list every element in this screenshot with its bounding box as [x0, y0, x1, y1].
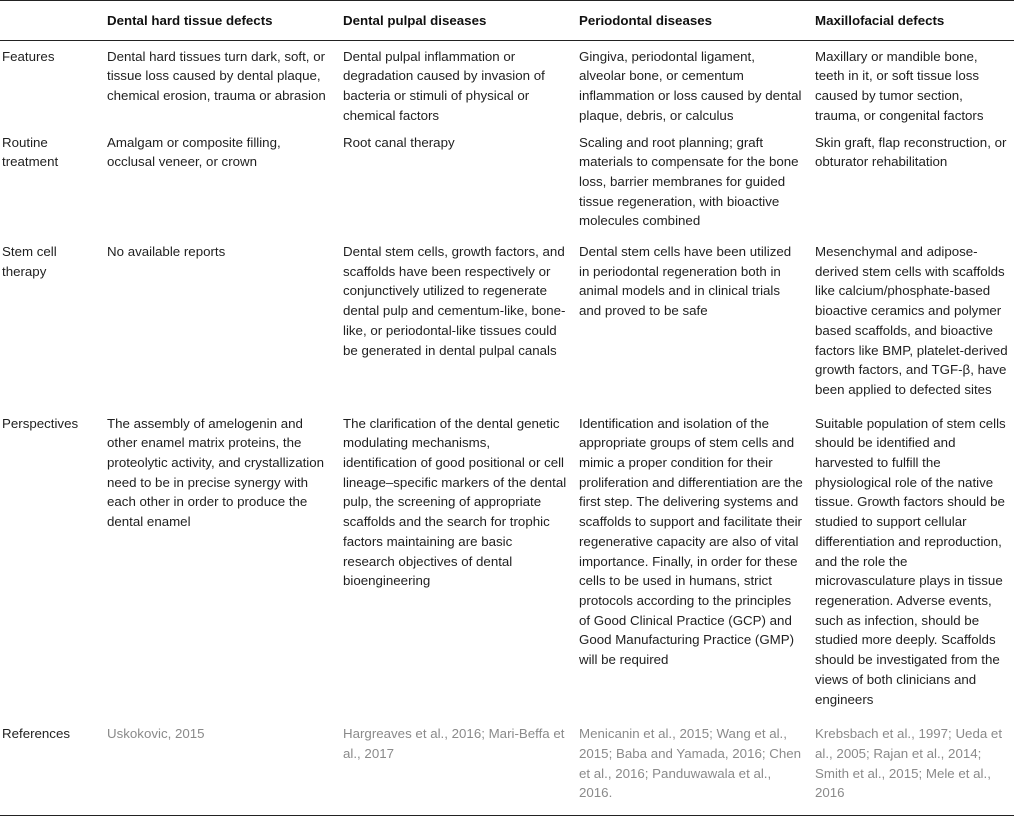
table-cell: Dental hard tissues turn dark, soft, or tissue loss caused by dental plaque, chemical erosion, trauma or abrasion	[107, 48, 326, 104]
row-label: Features	[2, 48, 55, 64]
row-label: Perspectives	[2, 415, 79, 431]
reference-cell: Hargreaves et al., 2016; Mari-Beffa et al., 2017	[337, 720, 573, 815]
row-label: Stem cell therapy	[2, 244, 57, 279]
table-cell: Scaling and root planning; graft materials to compensate for the bone loss, barrier membranes for guided tissue regeneration, with bioactive molecules combined	[579, 134, 799, 229]
table-row-references	[0, 720, 1014, 815]
table-cell: The clarification of the dental genetic modulating mechanisms, identification of good positional or cell lineage–specific markers of the dental pulp, the screening of appropriate scaffolds and the search for trophic factors maintaining are basic research objectives of dental bioengineering	[343, 415, 567, 589]
table-cell: Maxillary or mandible bone, teeth in it, or soft tissue loss caused by tumor section, trauma, or congenital factors	[815, 48, 984, 123]
table-cell: Dental pulpal inflammation or degradation caused by invasion of bacteria or stimuli of physical or chemical factors	[343, 48, 545, 123]
header-periodontal-diseases: Periodontal diseases	[573, 1, 809, 41]
header-cell-empty	[0, 1, 101, 41]
table-cell: Skin graft, flap reconstruction, or obturator rehabilitation	[815, 134, 1007, 170]
reference-cell: Menicanin et al., 2015; Wang et al., 2015; Baba and Yamada, 2016; Chen et al., 2016; Panduwawala et al., 2016.	[573, 720, 809, 815]
table-body	[0, 40, 1014, 815]
table-row-stem-cell-therapy	[0, 238, 1014, 411]
table-header	[0, 1, 1014, 41]
table-cell: Dental stem cells, growth factors, and scaffolds have been respectively or conjunctively utilized to regenerate dental pulp and cementum-like, bone-like, or periodontal-like tissues could be generated in dental pulpal canals	[343, 244, 566, 358]
reference-cell: Uskokovic, 2015	[101, 720, 337, 815]
header-pulpal-diseases: Dental pulpal diseases	[337, 1, 573, 41]
table-cell: The assembly of amelogenin and other enamel matrix proteins, the proteolytic activity, and crystallization need to be in precise synergy with each other in order to produce the dental enamel	[107, 415, 325, 530]
header-row	[0, 1, 1014, 41]
table-row-features	[0, 40, 1014, 128]
table-cell: Identification and isolation of the appropriate groups of stem cells and mimic a proper condition for their proliferation and differentiation are the first step. The delivering systems and scaffolds to support and facilitate their regenerative capacity are also of vital importance. Finally, in order for these cells to be used in humans, strict protocols according to the principles of Good Clinical Practice (GCP) and Good Manufacturing Practice (GMP) will be required	[579, 415, 803, 668]
table-row-perspectives	[0, 411, 1014, 721]
table-cell: Root canal therapy	[343, 134, 455, 150]
table-cell: Suitable population of stem cells should be identified and harvested to fulfill the physiological role of the native tissue. Growth factors should be studied to support cellular differentiation and reproduction, and the role the microvasculature plays in tissue regeneration. Adverse events, such as infection, should be studied more deeply. Scaffolds should be investigated from the views of both clinicians and engineers	[815, 415, 1006, 707]
table-cell: Gingiva, periodontal ligament, alveolar bone, or cementum inflammation or loss caused by dental plaque, debris, or calculus	[579, 48, 802, 123]
table-cell: Mesenchymal and adipose-derived stem cells with scaffolds like calcium/phosphate-based bioactive ceramics and polymer based scaffolds, and bioactive factors like BMP, platelet-derived growth factors, and TGF-β, have been applied to defected sites	[815, 244, 1008, 397]
table-cell: Amalgam or composite filling, occlusal veneer, or crown	[107, 134, 281, 170]
header-maxillofacial-defects: Maxillofacial defects	[809, 1, 1014, 41]
table-row-routine-treatment	[0, 129, 1014, 239]
reference-cell: Krebsbach et al., 1997; Ueda et al., 2005; Rajan et al., 2014; Smith et al., 2015; Mele et al., 2016	[809, 720, 1014, 815]
header-hard-tissue-defects: Dental hard tissue defects	[101, 1, 337, 41]
table-cell: Dental stem cells have been utilized in periodontal regeneration both in animal models and in clinical trials and proved to be safe	[579, 244, 792, 319]
row-label: References	[0, 720, 101, 815]
row-label: Routine treatment	[2, 134, 59, 170]
table-cell: No available reports	[107, 244, 226, 260]
